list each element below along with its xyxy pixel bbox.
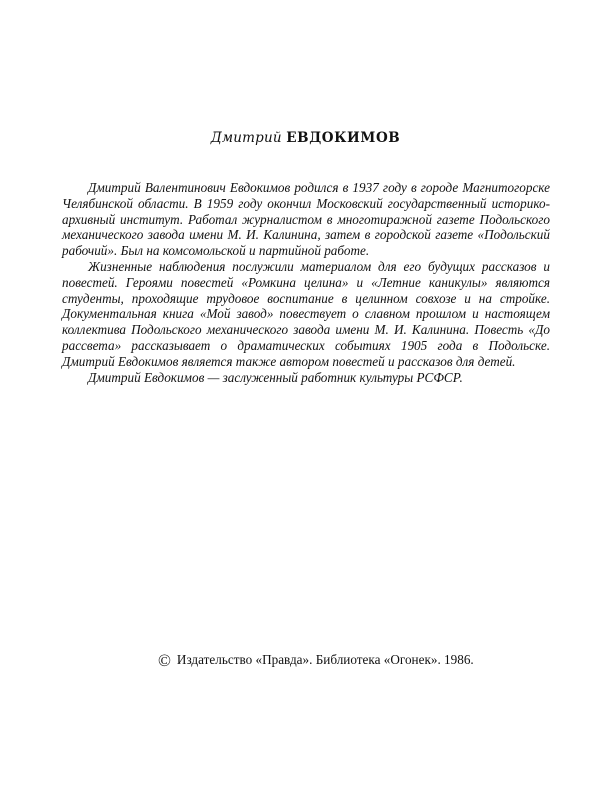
bio-paragraph-3: Дмитрий Евдокимов — заслуженный работник культуры РСФСР. [88, 369, 463, 385]
author-given-names: Дмитрий [210, 130, 282, 146]
bio-paragraph-2: Жизненные наблюдения послужили материалом для его будущих рассказов и повестей. Героями повестей «Ромкина целина» и «Летние каникулы» являются студенты, проходящие трудовое воспитание в целинном совхозе и на стройке. Документальная книга «Мой завод» повествует о славном прошлом и настоящем коллектива Подольского механического завода имени М. И. Калинина. Повесть «До рассвета» рассказывает о драматических событиях 1905 года в Подольске. Дмитрий Евдокимов является также автором повестей и рассказов для детей. [62, 258, 550, 369]
bio-paragraph-1: Дмитрий Валентинович Евдокимов родился в 1937 году в городе Магнитогорске Челябинской области. В 1959 году окончил Московский государственный историко-архивный институт. Работал журналистом в многотиражной газете Подольского механического завода имени М. И. Калинина, затем в городской газете «Подольский рабочий». Был на комсомольской и партийной работе. [62, 180, 550, 259]
author-surname: ЕВДОКИМОВ [286, 130, 401, 146]
copyright-text: Издательство «Правда». Библиотека «Огонек». 1986. [176, 652, 474, 667]
author-name [0, 130, 611, 146]
copyright-icon: © [158, 651, 171, 670]
copyright-line [158, 652, 578, 669]
author-biography [62, 180, 550, 385]
